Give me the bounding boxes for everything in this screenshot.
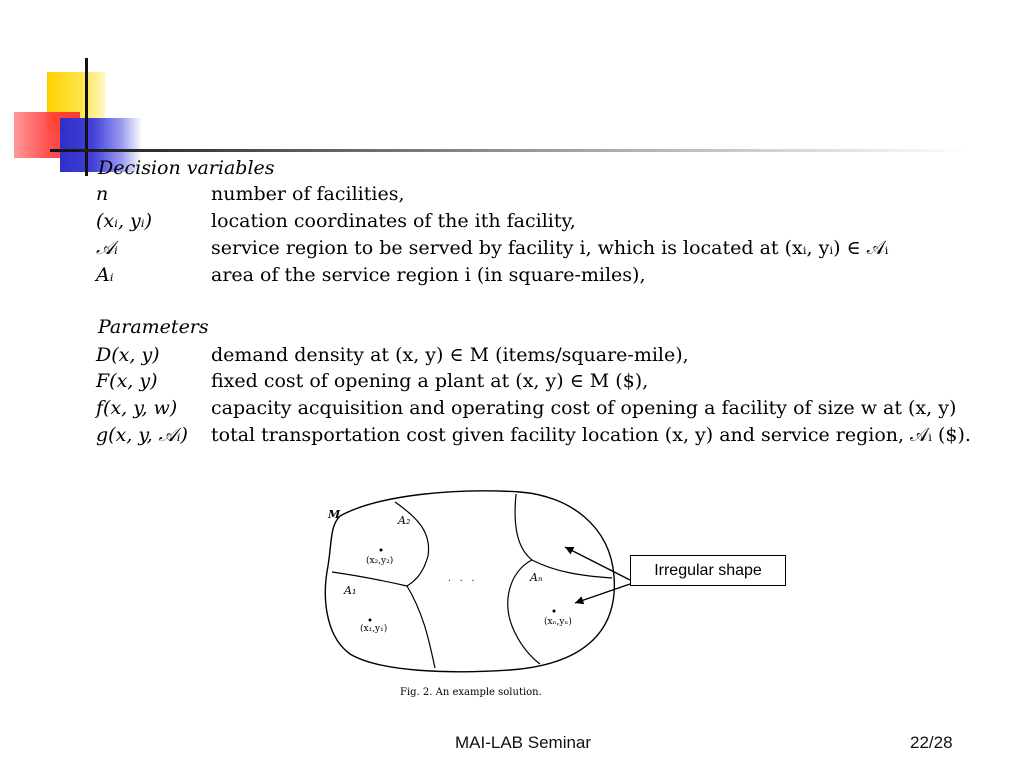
area-label: Aₙ [530, 571, 543, 584]
ellipsis: . . . [448, 574, 478, 584]
decision-variables-heading: Decision variables [98, 157, 275, 179]
irregular-shape-callout: Irregular shape [630, 555, 786, 586]
parameter-symbol: g(x, y, 𝒜ᵢ) [96, 424, 188, 446]
variable-description: number of facilities, [211, 183, 405, 205]
variable-description: area of the service region i (in square-miles), [211, 264, 646, 286]
parameter-description: demand density at (x, y) ∈ M (items/square-mile), [211, 344, 689, 366]
coordinate-label: (x₂,y₂) [366, 556, 394, 566]
figure-caption: Fig. 2. An example solution. [400, 687, 542, 698]
variable-description: location coordinates of the ith facility, [211, 210, 576, 232]
parameter-description: capacity acquisition and operating cost of opening a facility of size w at (x, y) [211, 397, 957, 419]
variable-description: service region to be served by facility i, which is located at (xᵢ, yᵢ) ∈ 𝒜ᵢ [211, 237, 889, 259]
variable-symbol: 𝒜ᵢ [96, 237, 118, 259]
arrow [565, 547, 630, 580]
decor-vertical-line [85, 58, 88, 176]
parameter-symbol: D(x, y) [96, 344, 160, 366]
coordinate-label: (x₁,y₁) [360, 624, 388, 634]
parameter-symbol: f(x, y, w) [96, 397, 178, 419]
facility-point [380, 549, 383, 552]
region-label: M [328, 508, 341, 521]
footer-title: MAI-LAB Seminar [455, 733, 592, 752]
parameter-symbol: F(x, y) [96, 370, 158, 392]
area-label: A₂ [398, 514, 411, 527]
parameter-description: fixed cost of opening a plant at (x, y) ∈ M ($), [211, 370, 649, 392]
area-label: A₁ [344, 584, 357, 597]
variable-symbol: Aᵢ [96, 264, 114, 286]
variable-symbol: (xᵢ, yᵢ) [96, 210, 152, 232]
variable-symbol: n [96, 183, 109, 205]
facility-point [553, 610, 556, 613]
coordinate-label: (xₙ,yₙ) [544, 617, 572, 627]
arrow [575, 584, 630, 603]
parameters-heading: Parameters [98, 316, 209, 338]
callout-arrows [560, 540, 632, 610]
decor-horizontal-rule [50, 149, 970, 152]
facility-point [369, 619, 372, 622]
parameter-description: total transportation cost given facility location (x, y) and service region, 𝒜ᵢ ($). [211, 424, 971, 446]
page-number: 22/28 [910, 733, 953, 752]
